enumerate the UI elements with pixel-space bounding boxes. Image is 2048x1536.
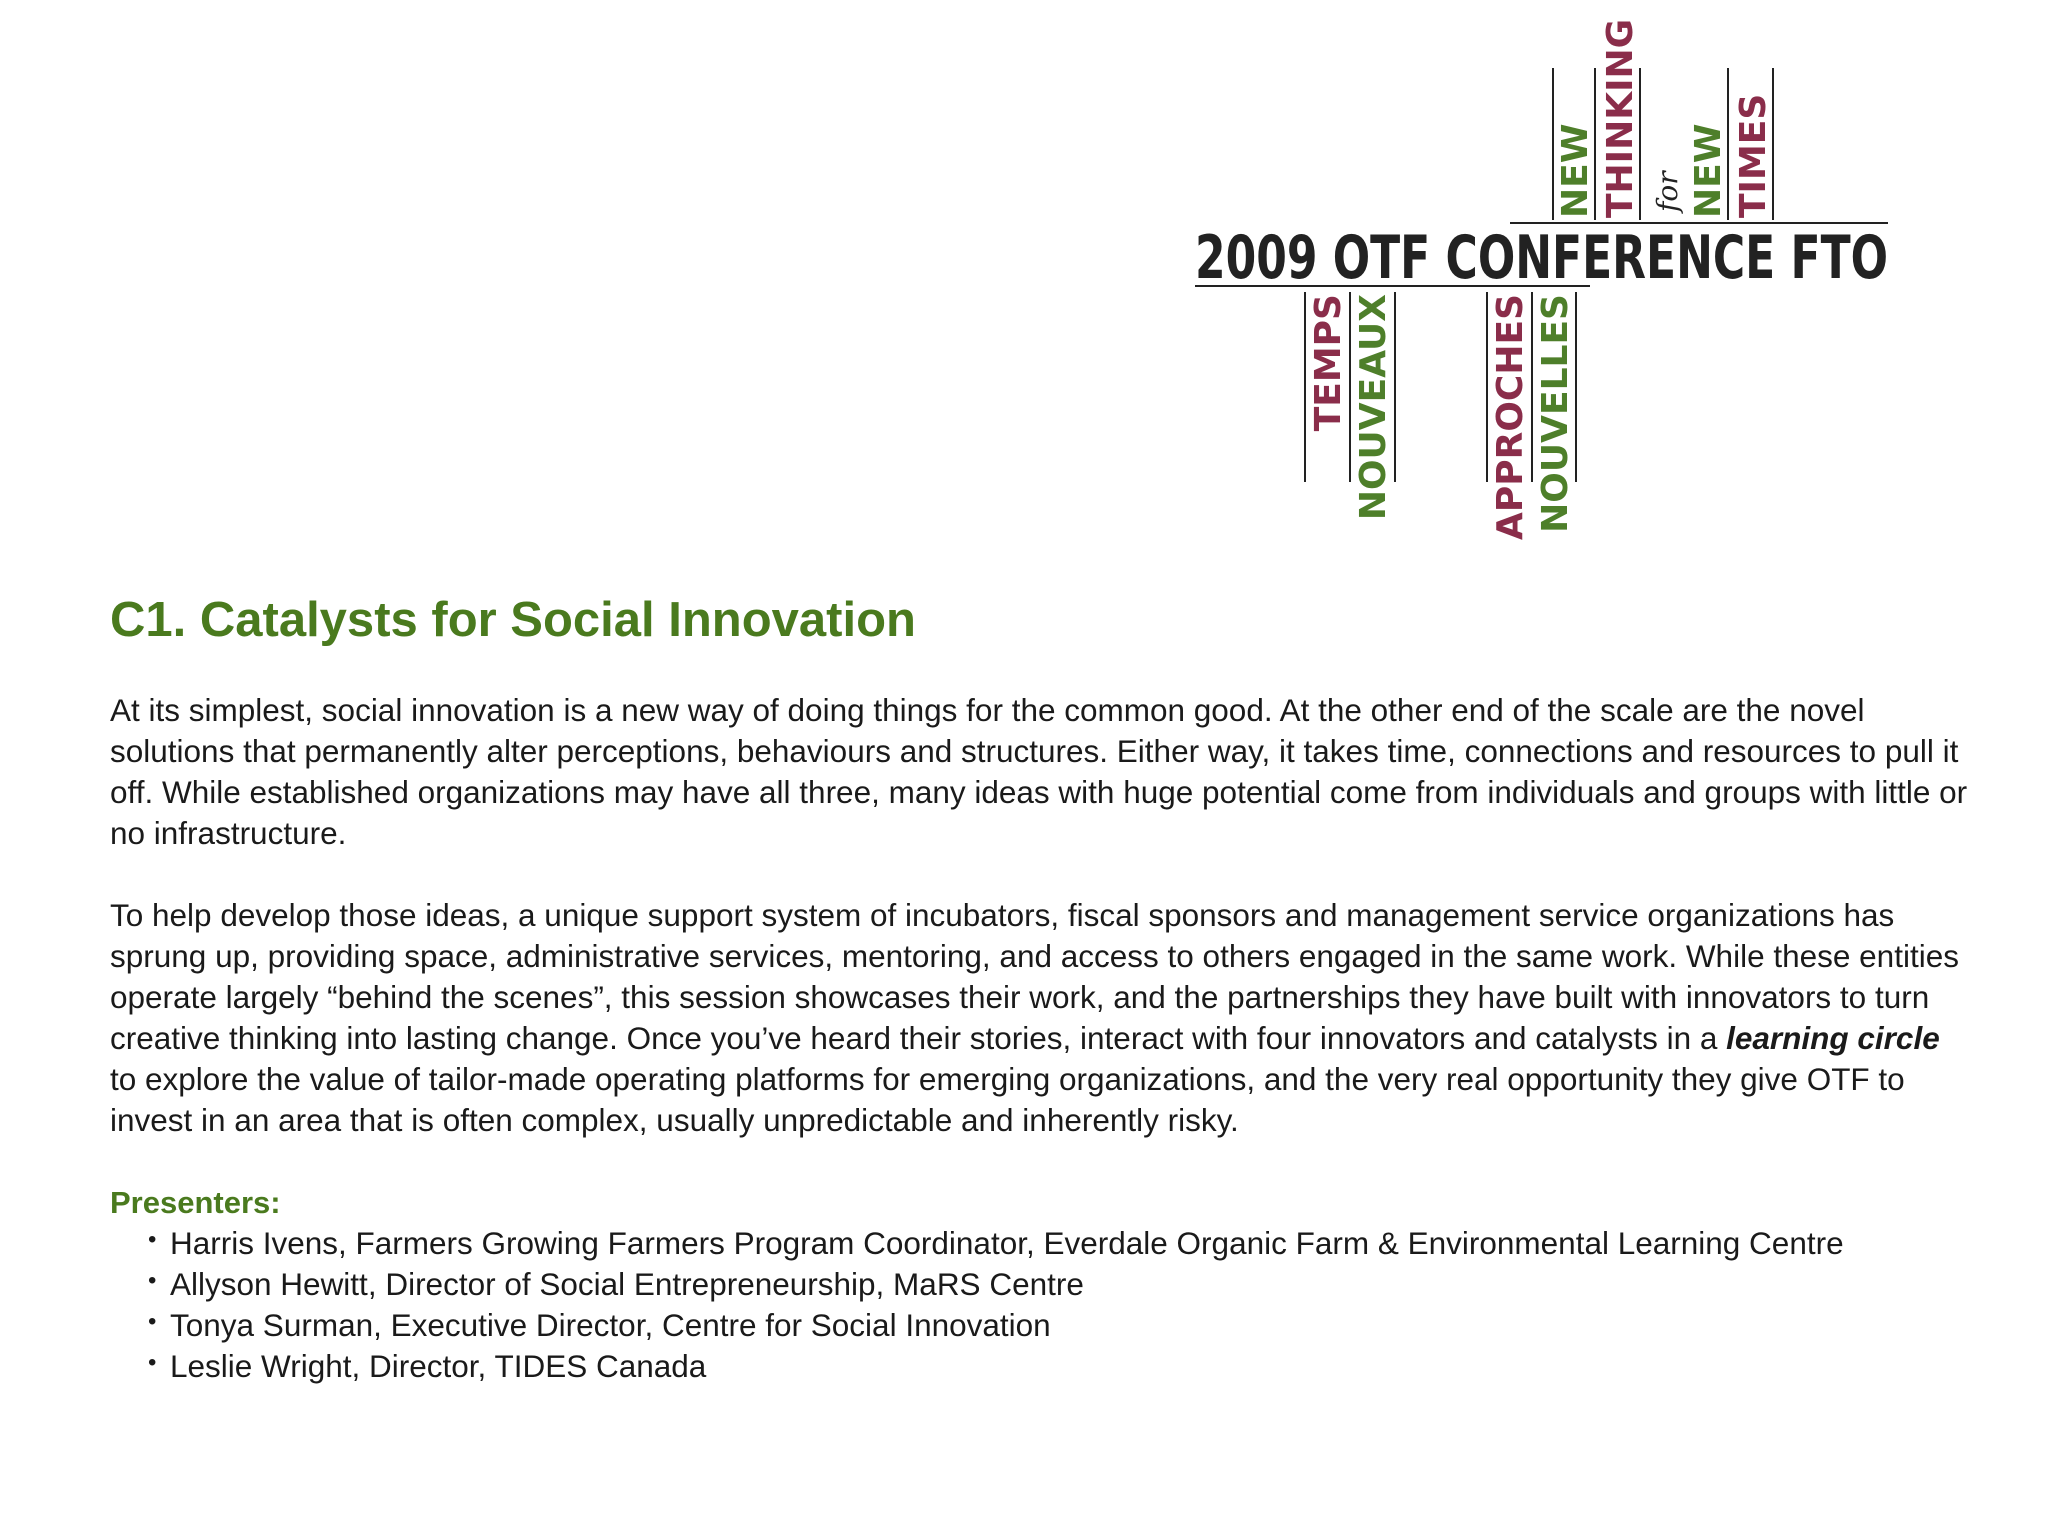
list-item: [148, 1305, 1930, 1346]
logo-word-times: TIMES: [1733, 93, 1774, 218]
logo-word-approches: APPROCHES: [1490, 294, 1531, 541]
bullet-icon: •: [148, 1349, 157, 1376]
presenter-list: [110, 1223, 1970, 1387]
bullet-icon: •: [148, 1267, 157, 1294]
logo-word-nouveaux: NOUVEAUX: [1353, 294, 1394, 521]
bullet-icon: •: [148, 1226, 157, 1253]
logo-word-new-2: NEW: [1688, 123, 1729, 218]
presenter-name: Allyson Hewitt, Director of Social Entrepreneurship, MaRS Centre: [170, 1266, 1084, 1302]
session-description-paragraph-1: At its simplest, social innovation is a new way of doing things for the common good. At the other end of the scale are the novel solutions that permanently alter perceptions, behaviours and structures. Either way, it takes time, connections and resources to pull it off. While established organizations may have all three, many ideas with huge potential come from individuals and groups with little or no infrastructure.: [110, 692, 1968, 851]
paragraph-2-text-after: to explore the value of tailor-made operating platforms for emerging organizations, and the very real opportunity they give OTF to invest in an area that is often complex, usually unpredictable and inherently risky.: [110, 1061, 1905, 1138]
logo-word-for: for: [1651, 171, 1684, 212]
list-item: [148, 1346, 1930, 1387]
list-item: [148, 1223, 1930, 1264]
paragraph-2-text-before: To help develop those ideas, a unique support system of incubators, fiscal sponsors and management service organizations has sprung up, providing space, administrative services, mentoring, and access to others engaged in the same work. While these entities operate largely “behind the scenes”, this session showcases their work, and the partnerships they have built with innovators to turn creative thinking into lasting change. Once you’ve heard their stories, interact with four innovators and catalysts in a: [110, 897, 1959, 1056]
presenter-name: Tonya Surman, Executive Director, Centre for Social Innovation: [170, 1307, 1051, 1343]
presenters-heading: Presenters:: [110, 1185, 281, 1220]
presenter-name: Leslie Wright, Director, TIDES Canada: [170, 1348, 707, 1384]
bullet-icon: •: [148, 1308, 157, 1335]
session-content: [110, 592, 1970, 1387]
logo-word-thinking: THINKING: [1600, 18, 1641, 218]
learning-circle-emphasis: learning circle: [1726, 1020, 1940, 1056]
list-item: [148, 1264, 1930, 1305]
conference-logo: [1195, 18, 1895, 541]
logo-main-text: 2009 OTF CONFERENCE FTO: [1195, 223, 1888, 293]
session-title: C1. Catalysts for Social Innovation: [110, 593, 916, 647]
session-description-paragraph-2: [110, 895, 1970, 1141]
logo-word-nouvelles: NOUVELLES: [1535, 294, 1576, 533]
logo-word-new-1: NEW: [1555, 123, 1596, 218]
logo-word-temps: TEMPS: [1308, 294, 1349, 432]
presenter-name: Harris Ivens, Farmers Growing Farmers Program Coordinator, Everdale Organic Farm & Environmental Learning Centre: [170, 1225, 1844, 1261]
